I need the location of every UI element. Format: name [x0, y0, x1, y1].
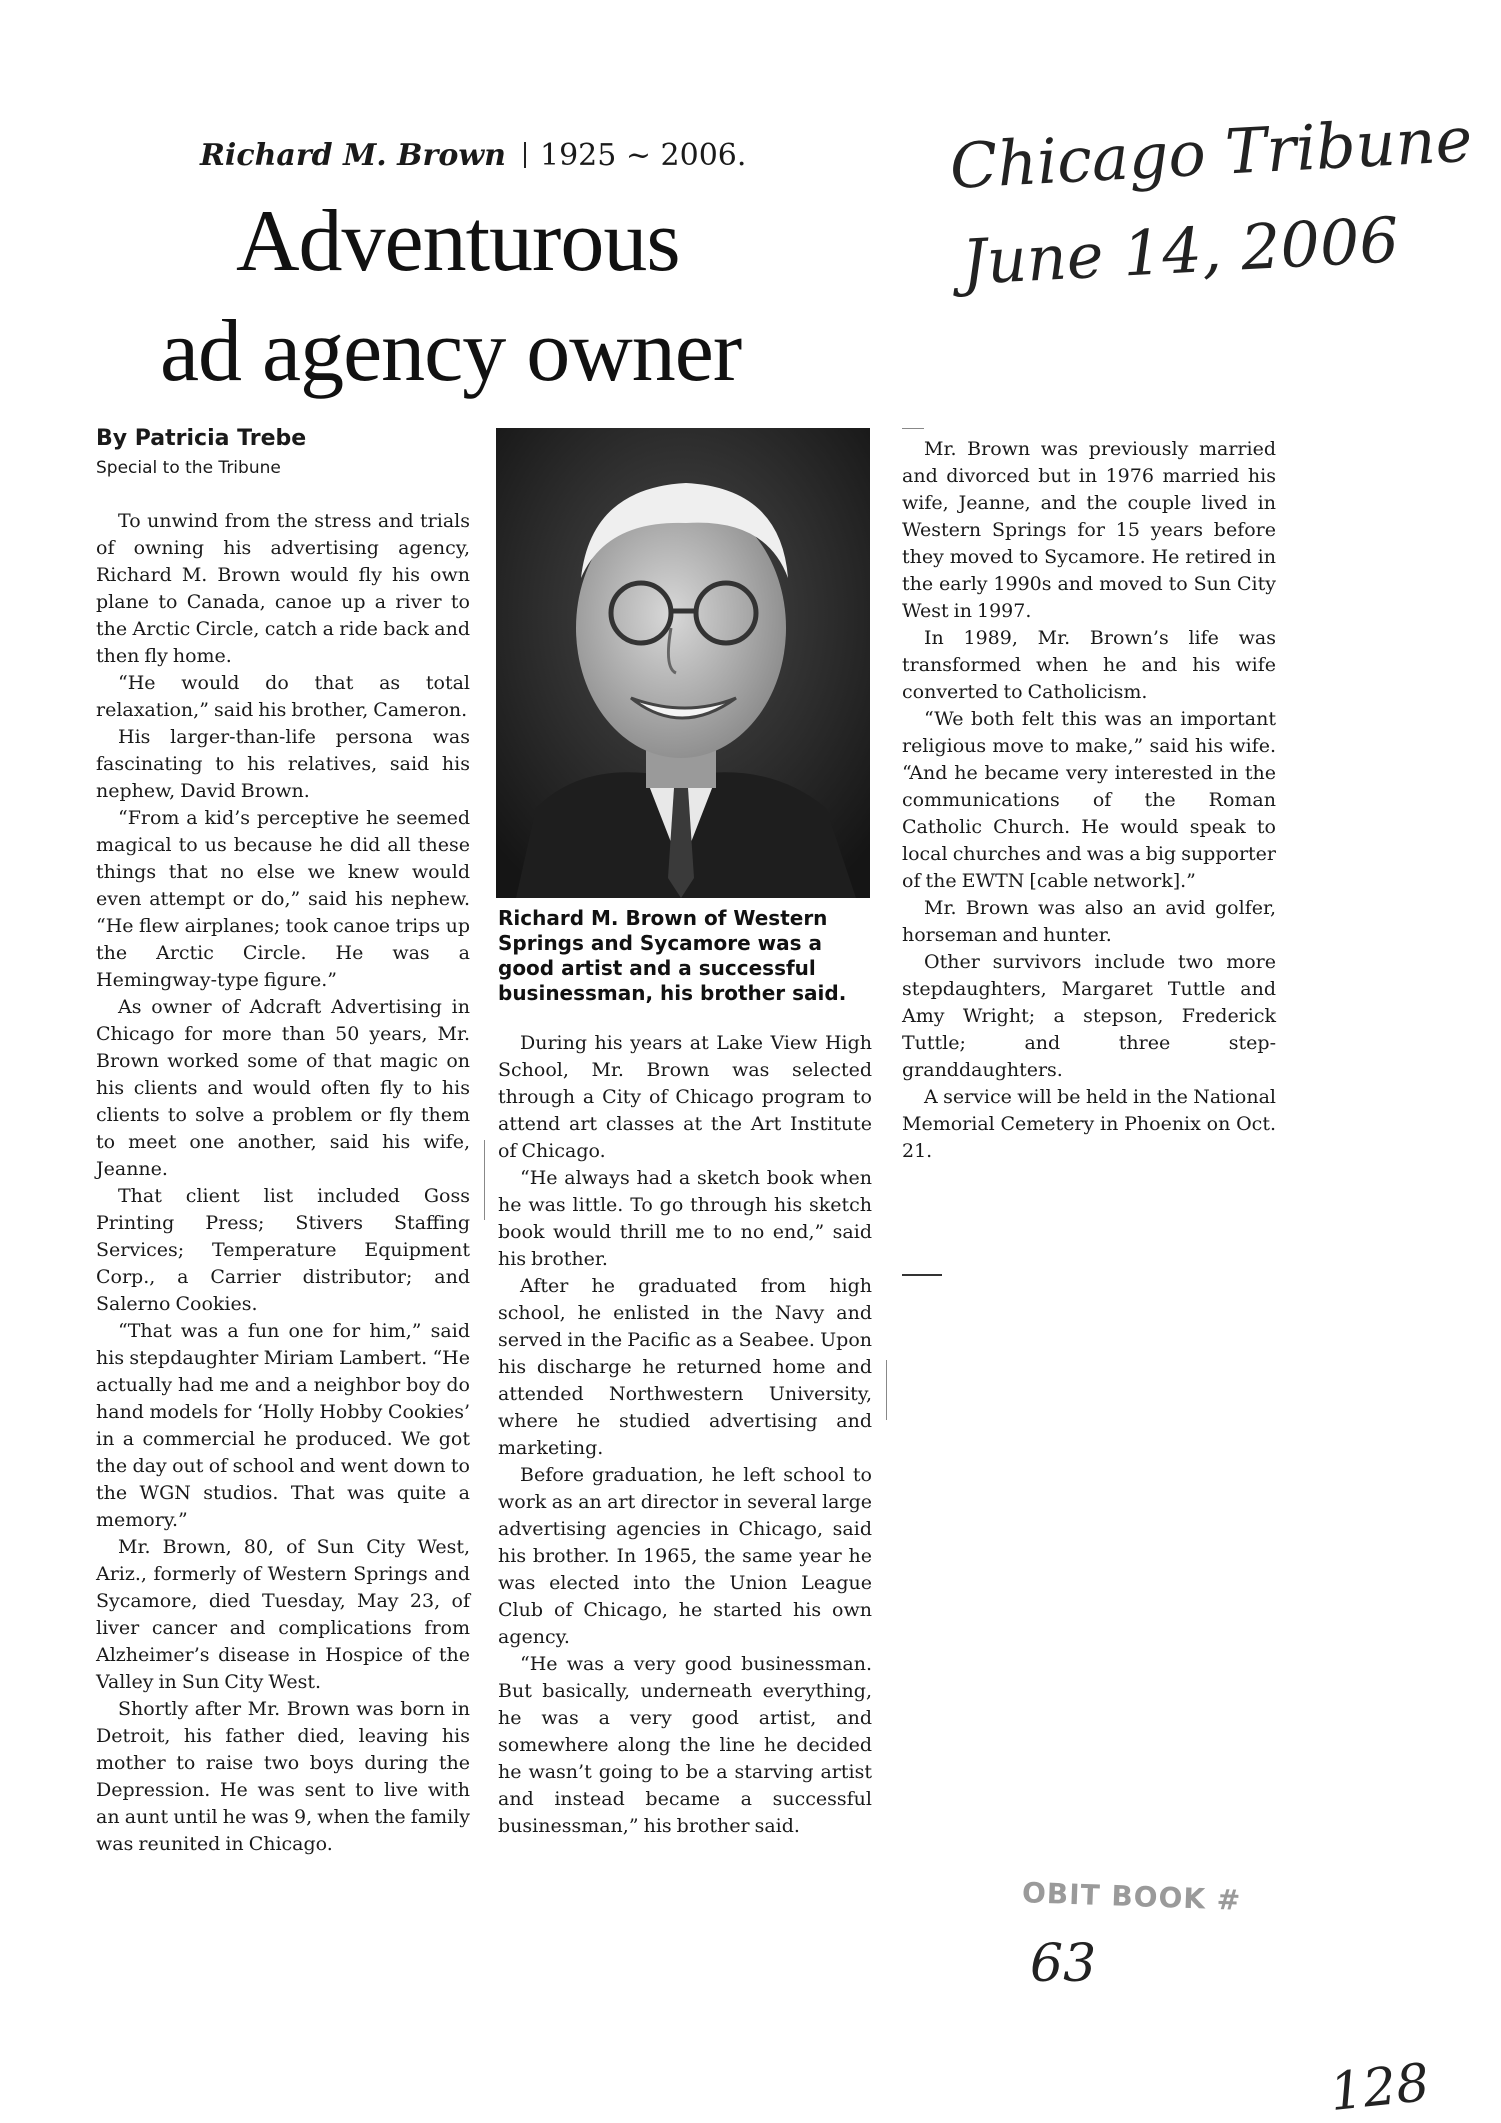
article-column-1 — [96, 508, 470, 1858]
kicker-name: Richard M. Brown — [200, 138, 506, 173]
paragraph: That client list included Goss Printing Press; Stivers Staffing Services; Temperature Equipment Corp., a Carrier distributor; and Salerno Cookies. — [96, 1185, 470, 1315]
paragraph: Other survivors include two more stepdaughters, Margaret Tuttle and Amy Wright; a stepson, Frederick Tuttle; and three step-granddaughters. — [902, 951, 1276, 1081]
paragraph: Mr. Brown was also an avid golfer, horseman and hunter. — [902, 897, 1276, 946]
byline-author: By Patricia Trebe — [96, 426, 307, 451]
handwritten-date: June 14, 2006 — [960, 203, 1401, 299]
paragraph: His larger-than-life persona was fascinating to his relatives, said his nephew, David Brown. — [96, 726, 470, 802]
paragraph: “That was a fun one for him,” said his stepdaughter Miriam Lambert. “He actually had me and a neighbor boy do hand models for ‘Holly Hobby Cookies’ in a commercial he produced. We got the day out of school and went down to the WGN studios. That was quite a memory.” — [96, 1320, 470, 1531]
column-divider-right — [886, 1360, 887, 1420]
paragraph: After he graduated from high school, he enlisted in the Navy and served in the Pacific as a Seabee. Upon his discharge he returned home and attended Northwestern University, where he studied advertising and marketing. — [498, 1275, 872, 1459]
headline-line-1: Adventurous — [236, 193, 680, 290]
paragraph: In 1989, Mr. Brown’s life was transformed when he and his wife converted to Catholicism. — [902, 627, 1276, 703]
column-top-rule — [902, 428, 924, 429]
paragraph: Shortly after Mr. Brown was born in Detroit, his father died, leaving his mother to raise two boys during the Depression. He was sent to live with an aunt until he was 9, when the family was reunited in Chicago. — [96, 1698, 470, 1855]
handwritten-paper-name: Chicago Tribune — [948, 102, 1474, 203]
headline-line-2: ad agency owner — [160, 303, 742, 400]
byline-credit: Special to the Tribune — [96, 458, 281, 478]
paragraph: Before graduation, he left school to work as an art director in several large advertising agencies in Chicago, said his brother. In 1965, the same year he was elected into the Union League Club of Chicago, he started his own agency. — [498, 1464, 872, 1648]
obit-book-stamp: OBIT BOOK # — [1021, 1876, 1242, 1917]
paragraph: “He was a very good businessman. But basically, underneath everything, he was a very good artist, and somewhere along the line he decided he wasn’t going to be a starving artist and instead became a successful businessman,” his brother said. — [498, 1653, 872, 1837]
kicker-divider — [524, 142, 526, 168]
article-column-2 — [498, 1030, 872, 1840]
paragraph: “We both felt this was an important religious move to make,” said his wife. “And he became very interested in the communications of the Roman Catholic Church. He would speak to local churches and was a big supporter of the EWTN [cable network].” — [902, 708, 1276, 892]
column-divider-left — [484, 1140, 485, 1220]
article-column-3 — [902, 436, 1276, 1165]
photo-caption: Richard M. Brown of Western Springs and Sycamore was a good artist and a successful businessman, his brother said. — [498, 906, 847, 1005]
paragraph: As owner of Adcraft Advertising in Chicago for more than 50 years, Mr. Brown worked some of that magic on his clients and would often fly to his clients to solve a problem or fly them to meet one another, said his wife, Jeanne. — [96, 996, 470, 1180]
obit-book-number: 63 — [1030, 1934, 1097, 1994]
paragraph: Mr. Brown was previously married and divorced but in 1976 married his wife, Jeanne, and the couple lived in Western Springs for 15 years before they moved to Sycamore. He retired in the early 1990s and moved to Sun City West in 1997. — [902, 438, 1276, 622]
article-end-rule — [902, 1274, 942, 1276]
portrait-illustration — [496, 428, 870, 898]
paragraph: “He would do that as total relaxation,” said his brother, Cameron. — [96, 672, 470, 721]
kicker-years: 1925 ~ 2006. — [539, 138, 747, 173]
paragraph: A service will be held in the National Memorial Cemetery in Phoenix on Oct. 21. — [902, 1086, 1276, 1162]
paragraph: To unwind from the stress and trials of owning his advertising agency, Richard M. Brown would fly his own plane to Canada, canoe up a river to the Arctic Circle, catch a ride back and then fly home. — [96, 510, 470, 667]
paragraph: Mr. Brown, 80, of Sun City West, Ariz., formerly of Western Springs and Sycamore, died Tuesday, May 23, of liver cancer and complications from Alzheimer’s disease in Hospice of the Valley in Sun City West. — [96, 1536, 470, 1693]
paragraph: “He always had a sketch book when he was little. To go through his sketch book would thrill me to no end,” said his brother. — [498, 1167, 872, 1270]
paragraph: During his years at Lake View High School, Mr. Brown was selected through a City of Chicago program to attend art classes at the Art Institute of Chicago. — [498, 1032, 872, 1162]
page-corner-number: 128 — [1327, 2052, 1433, 2123]
portrait-photo — [496, 428, 870, 898]
obituary-kicker — [200, 138, 746, 173]
paragraph: “From a kid’s perceptive he seemed magical to us because he did all these things that no else we knew would even attempt or do,” said his nephew. “He flew airplanes; took canoe trips up the Arctic Circle. He was a Hemingway-type figure.” — [96, 807, 470, 991]
